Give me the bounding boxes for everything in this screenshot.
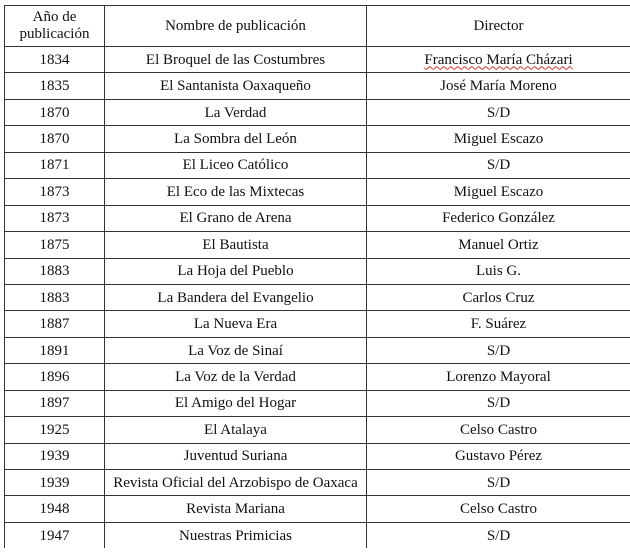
cell-director: S/D [367,337,630,363]
cell-name: Juventud Suriana [105,443,367,469]
cell-year: 1871 [5,152,105,178]
cell-director: Miguel Escazo [367,126,630,152]
table-row [5,284,630,310]
table-row [5,417,630,443]
cell-year: 1925 [5,417,105,443]
cell-director: S/D [367,390,630,416]
table-row [5,258,630,284]
cell-name: La Voz de la Verdad [105,364,367,390]
cell-name: La Verdad [105,99,367,125]
cell-director: Celso Castro [367,496,630,522]
cell-director: Miguel Escazo [367,179,630,205]
cell-name: La Bandera del Evangelio [105,284,367,310]
cell-year: 1947 [5,522,105,548]
cell-name: Revista Mariana [105,496,367,522]
cell-director: Luis G. [367,258,630,284]
cell-year: 1873 [5,179,105,205]
cell-name: El Eco de las Mixtecas [105,179,367,205]
cell-year: 1883 [5,258,105,284]
cell-year: 1897 [5,390,105,416]
header-name: Nombre de publicación [105,6,367,47]
header-year: Año de publicación [5,6,105,47]
cell-name: El Grano de Arena [105,205,367,231]
table-row [5,179,630,205]
cell-year: 1939 [5,470,105,496]
cell-name-text: El Santanista Oaxaqueño [160,78,311,95]
cell-year: 1870 [5,126,105,152]
table-row [5,311,630,337]
cell-director: Lorenzo Mayoral [367,364,630,390]
cell-director: S/D [367,470,630,496]
cell-year: 1870 [5,99,105,125]
cell-year: 1873 [5,205,105,231]
table-row [5,126,630,152]
cell-name: El Bautista [105,232,367,258]
cell-director: Manuel Ortiz [367,232,630,258]
cell-year: 1887 [5,311,105,337]
cell-name: La Sombra del León [105,126,367,152]
cell-director: Celso Castro [367,417,630,443]
cell-name [105,73,367,99]
table-row [5,99,630,125]
cell-director [367,47,630,73]
table-row [5,232,630,258]
table-header-row [5,6,630,47]
cell-name: La Hoja del Pueblo [105,258,367,284]
cell-year: 1883 [5,284,105,310]
cell-director: S/D [367,99,630,125]
table-row [5,337,630,363]
cell-year: 1948 [5,496,105,522]
table-row [5,496,630,522]
cell-director: S/D [367,152,630,178]
table-row [5,443,630,469]
cell-name: La Voz de Sinaí [105,337,367,363]
cell-name: El Broquel de las Costumbres [105,47,367,73]
table-row [5,152,630,178]
cell-director: Gustavo Pérez [367,443,630,469]
cell-name: El Amigo del Hogar [105,390,367,416]
table-row [5,47,630,73]
cell-year: 1896 [5,364,105,390]
table-row [5,522,630,548]
cell-year: 1834 [5,47,105,73]
cell-year: 1939 [5,443,105,469]
publications-table [4,5,630,549]
cell-name: El Atalaya [105,417,367,443]
cell-director: Carlos Cruz [367,284,630,310]
cell-director-text: Francisco María Cházari [424,51,573,68]
cell-name: Nuestras Primicias [105,522,367,548]
cell-name: Revista Oficial del Arzobispo de Oaxaca [105,470,367,496]
cell-director: José María Moreno [367,73,630,99]
table-row [5,73,630,99]
cell-director: S/D [367,522,630,548]
table-row [5,470,630,496]
cell-director: F. Suárez [367,311,630,337]
table-row [5,205,630,231]
table-row [5,364,630,390]
cell-year: 1875 [5,232,105,258]
cell-name: El Liceo Católico [105,152,367,178]
cell-name: La Nueva Era [105,311,367,337]
page-bottom-edge [0,548,630,553]
table-row [5,390,630,416]
cell-year: 1891 [5,337,105,363]
header-director: Director [367,6,630,47]
cell-year: 1835 [5,73,105,99]
cell-director: Federico González [367,205,630,231]
